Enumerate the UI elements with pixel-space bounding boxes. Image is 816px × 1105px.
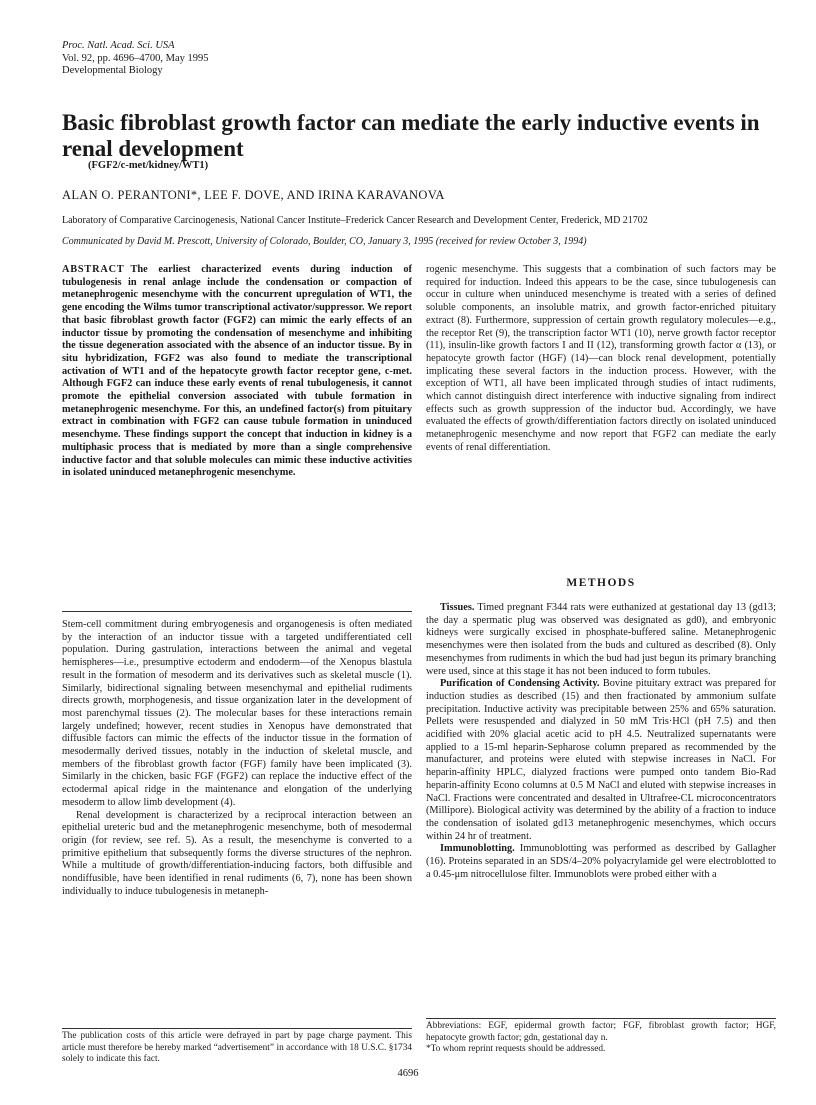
- methods-purification-head: Purification of Condensing Activity.: [440, 678, 600, 690]
- left-column-body: [62, 619, 412, 898]
- article-title: Basic fibroblast growth factor can mediate the early inductive events in renal development: [62, 110, 760, 161]
- intro-paragraph-1: Stem-cell commitment during embryogenesis and organogenesis is often mediated by the interaction of an inductor tissue with a targeted undifferentiated cell population. During gastrulation, interactions between the animal and vegetal hemispheres—i.e., presumptive ectoderm and endoderm—of the Xenopus blastula result in the formation of mesoderm and its derivatives such as skeletal muscle (1). Similarly, bidirectional signaling between mesenchymal and epithelial rudiments directs growth, morphogenesis, and tissue organization later in the development of most parenchymal tissues (2). The molecular bases for these interactions remain largely undefined; however, recent studies in Xenopus have demonstrated that diffusible factors can mimic the effects of the inductor tissue in the formation of mesodermally derived tissues, notably in the induction of skeletal muscle, and members of the fibroblast growth factor (FGF) family have been implicated (3). Similarly in the chicken, basic FGF (FGF2) can replace the inductive effect of the ectodermal apical ridge in the maintenance and elongation of the underlying mesoderm to allow limb development (4).: [62, 619, 412, 808]
- methods-purification-text: Bovine pituitary extract was prepared for induction studies as described (15) and then fractionated by ammonium sulfate precipitation. Inductive activity was precipitable between 25% and 65% saturation. Pellets were resuspended and dialyzed in 50 mM Tris·HCl (pH 7.5) and then acidified with 20% glacial acetic acid to pH 4.5. Neutralized supernatants were applied to a 15-ml heparin-Sepharose column prepared as recommended by the manufacturer, and proteins were eluted with stepwise increases in NaCl. For heparin-affinity HPLC, dialyzed fractions were pumped onto tandem Bio-Rad heparin-affinity Econo columns at 0.5 M NaCl and eluted with stepwise increases in NaCl. Fractions were concentrated and desalted in Ultrafree-CL microconcentrators (Millipore). Biological activity was determined by the ability of a fraction to induce the condensation of isolated gd13 metanephrogenic mesenchymes, which occurs within 24 hr of treatment.: [426, 678, 777, 842]
- journal-volume: Vol. 92, pp. 4696–4700, May 1995: [62, 52, 209, 64]
- abstract: [62, 264, 412, 480]
- abstract-label: ABSTRACT: [62, 264, 125, 275]
- journal-section: Developmental Biology: [62, 65, 163, 76]
- footnote-right: [426, 1021, 776, 1056]
- page-number: 4696: [397, 1068, 419, 1079]
- journal-name: Proc. Natl. Acad. Sci. USA: [62, 40, 175, 51]
- methods-immunoblotting: [426, 843, 776, 881]
- reprint-note: *To whom reprint requests should be addressed.: [426, 1044, 606, 1054]
- intro-paragraph-2: Renal development is characterized by a reciprocal interaction between an epithelial ureteric bud and the metanephrogenic mesenchyme, both of mesodermal origin (for review, see ref. 5). As a result, the mesenchyme is converted to a primitive epithelium that subsequently forms the diverse structures of the nephron. While a multitude of growth/differentiation-inducing factors, both diffusible and nondiffusible, have been identified in renal rudiments (6, 7), none has been shown individually to induce tubulogenesis in metaneph-: [62, 809, 412, 897]
- methods-heading: METHODS: [566, 577, 636, 589]
- keywords: (FGF2/c-met/kidney/WT1): [88, 160, 209, 171]
- publication-cost-note: The publication costs of this article were defrayed in part by page charge payment. This article must therefore be hereby marked “advertisement” in accordance with 18 U.S.C. §1734 solely to indicate this fact.: [62, 1031, 412, 1064]
- journal-header: [62, 40, 209, 78]
- methods-tissues-head: Tissues.: [440, 602, 475, 613]
- abstract-text: The earliest characterized events during induction of tubulogenesis in renal anlage include the condensation or compaction of metanephrogenic mesenchyme with the concurrent upregulation of WT1, the gene encoding the Wilms tumor transcriptional activator/suppressor. We report that basic fibroblast growth factor (FGF2) can mimic the early effects of an inductor tissue by promoting the condensation of mesenchyme and inhibiting the tissue degeneration associated with the absence of an inductor tissue. By in situ hybridization, FGF2 was also found to mediate the transcriptional activation of WT1 and of the hepatocyte growth factor receptor gene, c-met. Although FGF2 can induce these early events of renal tubulogenesis, it cannot promote the epithelial conversion associated with tubule formation in metanephrogenic mesenchyme. For this, an undefined factor(s) from pituitary extract in combination with FGF2 can cause tubule formation in uninduced mesenchyme. These findings support the concept that induction in kidney is a multiphasic process that is mediated by more than a single comprehensive inductive factor and that soluble molecules can mimic these inductive activities in isolated uninduced metanephrogenic mesenchyme.: [62, 264, 412, 479]
- right-column-intro: [426, 264, 776, 455]
- intro-continuation: rogenic mesenchyme. This suggests that a combination of such factors may be required for induction. Indeed this appears to be the case, since tubulogenesis can occur in culture when uninduced mesenchyme is treated with a series of defined soluble components, an insoluble matrix, and growth factor-enriched pituitary extract (8). Furthermore, suppression of certain growth regulatory molecules—e.g., the receptor Ret (9), the transcription factor WT1 (10), nerve growth factor receptor (11), insulin-like growth factors I and II (12), transforming growth factor α (13), or hepatocyte growth factor (HGF) (14)—can block renal development, potentially implicating these several factors in the induction process. However, with the exception of WT1, all have been implicated through studies of intact rudiments, which cannot distinguish direct interference with inductive signaling from indirect effects such as growth suppression of the inductor bud. Accordingly, we have evaluated the effects of growth/differentiation factors directly on isolated uninduced metanephrogenic mesenchyme and now report that FGF2 can mediate the early events of renal differentiation.: [426, 264, 776, 453]
- footnote-left: [62, 1031, 412, 1066]
- footnote-divider-right: [426, 1018, 776, 1019]
- methods-immunoblotting-text: Immunoblotting was performed as described by Gallagher (16). Proteins separated in an SDS/4–20% polyacrylamide gel were electroblotted to a 0.45-μm nitrocellulose filter. Immunoblots were probed either with a: [426, 843, 776, 880]
- methods-body: [426, 602, 776, 881]
- footnote-divider-left: [62, 1028, 412, 1029]
- authors: ALAN O. PERANTONI*, LEE F. DOVE, AND IRINA KARAVANOVA: [62, 188, 445, 202]
- affiliation: Laboratory of Comparative Carcinogenesis, National Cancer Institute–Frederick Cancer Research and Development Center, Frederick, MD 21702: [62, 215, 648, 226]
- methods-tissues-text: Timed pregnant F344 rats were euthanized at gestational day 13 (gd13; the day a spermatic plug was observed was designated as gd0), and embryonic kidneys were surgically excised in phosphate-buffered saline. Metanephrogenic mesenchymes were then isolated from the buds and cultured as described (8). Only mesenchymes from rudiments in which the bud had just begun its primary branching were used, since at this stage it has not been induced to form tubules.: [426, 602, 776, 677]
- abstract-divider: [62, 611, 412, 612]
- methods-purification: [426, 678, 776, 843]
- methods-immunoblotting-head: Immunoblotting.: [440, 843, 515, 855]
- methods-tissues: [426, 602, 776, 678]
- communicated-by: Communicated by David M. Prescott, University of Colorado, Boulder, CO, January 3, 1995 (received for review October 3, 1994): [62, 236, 587, 247]
- abbreviations-note: Abbreviations: EGF, epidermal growth factor; FGF, fibroblast growth factor; HGF, hepatocyte growth factor; gdn, gestational day n.: [426, 1021, 776, 1043]
